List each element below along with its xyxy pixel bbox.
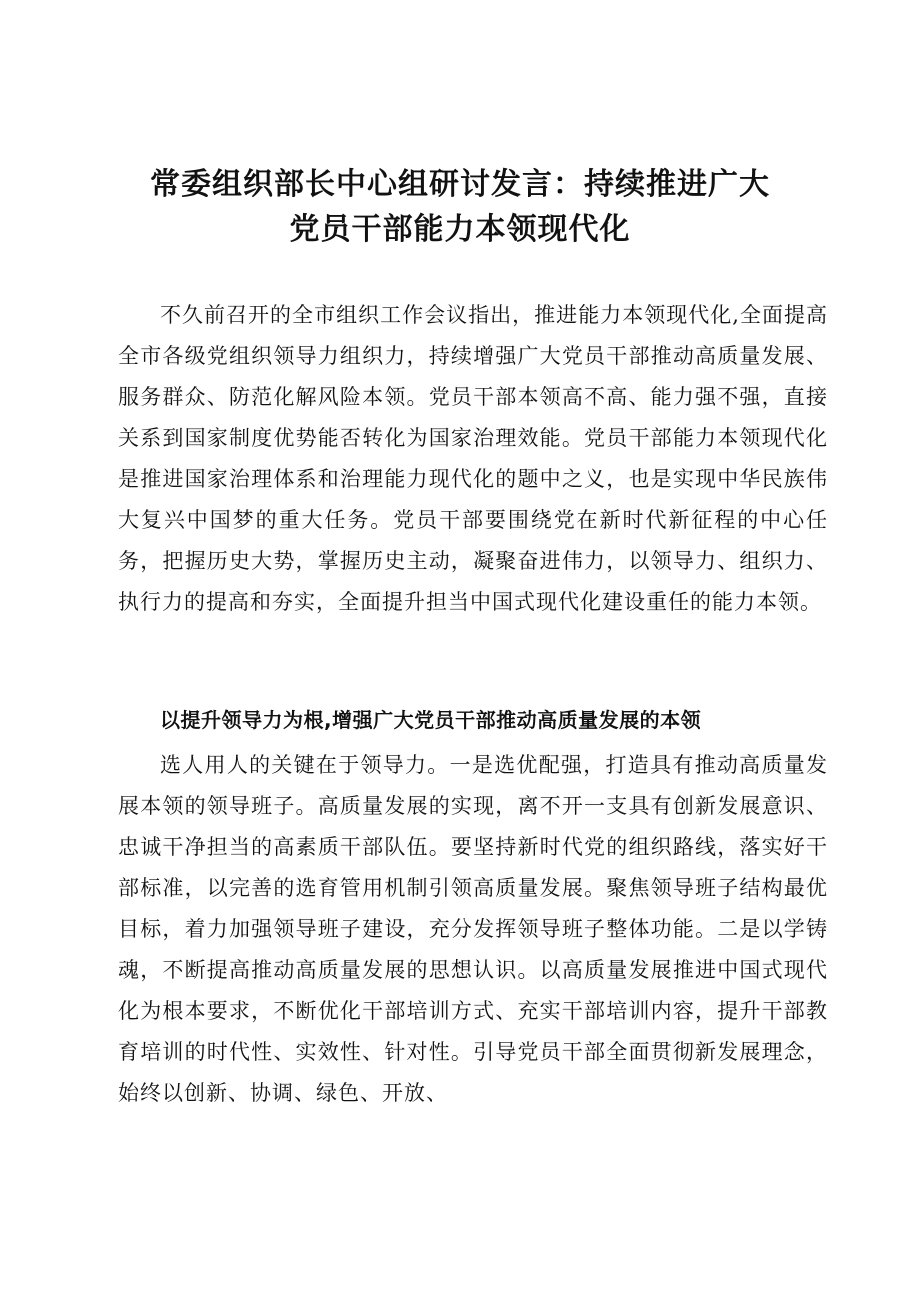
document-title-line-2: 党员干部能力本领现代化 — [289, 212, 631, 247]
body-paragraph-leadership: 选人用人的关键在于领导力。一是选优配强，打造具有推动高质量发展本领的领导班子。高质量发展的实现，离不开一支具有创新发展意识、忠诚干净担当的高素质干部队伍。要坚持新时代党的组织路线，落实好干部标准，以完善的选育管用机制引领高质量发展。聚焦领导班子结构最优目标，着力加强领导班子建设，充分发挥领导班子整体功能。二是以学铸魂，不断提高推动高质量发展的思想认识。以高质量发展推进中国式现代化为根本要求，不断优化干部培训方式、充实干部培训内容，提升干部教育培训的时代性、实效性、针对性。引导党员干部全面贯彻新发展理念，始终以创新、协调、绿色、开放、 — [118, 753, 828, 1105]
document-title-line-1: 常委组织部长中心组研讨发言：持续推进广大 — [150, 167, 770, 202]
section-heading: 以提升领导力为根,增强广大党员干部推动高质量发展的本领 — [160, 708, 702, 732]
body-paragraph-intro: 不久前召开的全市组织工作会议指出，推进能力本领现代化,全面提高全市各级党组织领导力组织力，持续增强广大党员干部推动高质量发展、服务群众、防范化解风险本领。党员干部本领高不高、能力强不强，直接关系到国家制度优势能否转化为国家治理效能。党员干部能力本领现代化是推进国家治理体系和治理能力现代化的题中之义，也是实现中华民族伟大复兴中国梦的重大任务。党员干部要围绕党在新时代新征程的中心任务，把握历史大势，掌握历史主动，凝聚奋进伟力，以领导力、组织力、执行力的提高和夯实，全面提升担当中国式现代化建设重任的能力本领。 — [118, 303, 828, 614]
